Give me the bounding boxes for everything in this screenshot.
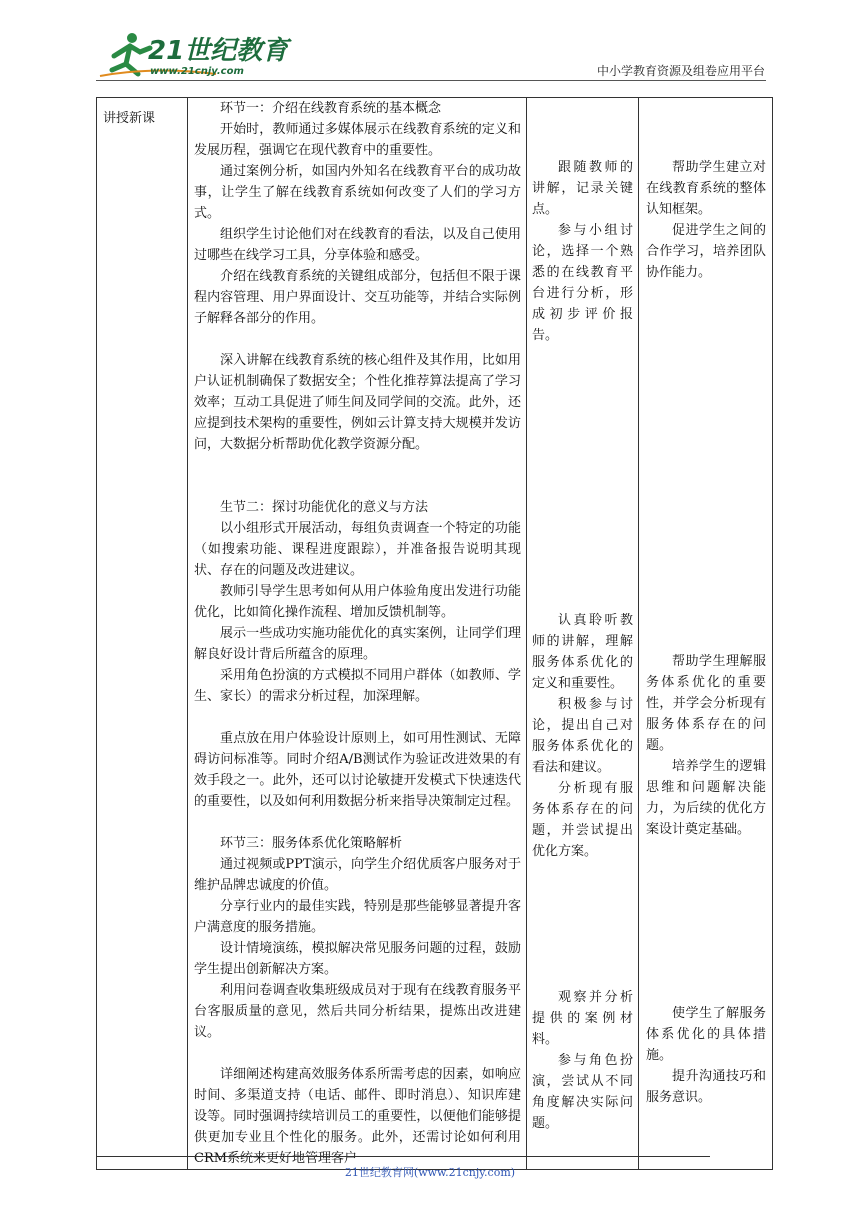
footer-divider — [96, 1156, 710, 1157]
spacer — [194, 707, 521, 728]
intent-group — [646, 157, 766, 283]
teacher-paragraph: 环节三：服务体系优化策略解析 — [220, 836, 403, 851]
teacher-paragraph: 环节一：介绍在线教育系统的基本概念 — [220, 101, 442, 116]
student-group — [532, 157, 633, 346]
teacher-paragraph: 采用角色扮演的方式模拟不同用户群体（如教师、学生、家长）的需求分析过程，加深理解。 — [194, 668, 521, 704]
student-paragraph: 分析现有服务体系存在的问题，并尝试提出优化方案。 — [532, 781, 633, 859]
page-header — [0, 0, 860, 96]
intent-paragraph: 提升沟通技巧和服务意识。 — [646, 1069, 766, 1105]
student-group — [532, 610, 633, 862]
section-label-cell — [97, 98, 188, 1170]
intent-paragraph: 培养学生的逻辑思维和问题解决能力，为后续的优化方案设计奠定基础。 — [646, 759, 766, 837]
spacer — [194, 1043, 521, 1064]
spacer — [194, 329, 521, 350]
teacher-paragraph: 展示一些成功实施功能优化的真实案例，让同学们理解良好设计背后所蕴含的原理。 — [194, 626, 521, 662]
student-paragraph: 参与小组讨论，选择一个熟悉的在线教育平台进行分析，形成初步评价报告。 — [532, 223, 633, 343]
teacher-paragraph: 分享行业内的最佳实践，特别是那些能够显著提升客户满意度的服务措施。 — [194, 899, 521, 935]
table-row — [97, 98, 773, 1170]
logo-text: 21世纪教育 — [148, 36, 289, 66]
teacher-paragraph: 设计情境演练，模拟解决常见服务问题的过程，鼓励学生提出创新解决方案。 — [194, 941, 521, 977]
teacher-paragraph: 通过视频或PPT演示，向学生介绍优质客户服务对于维护品牌忠诚度的价值。 — [194, 857, 521, 893]
footer-text: 21世纪教育网(www.21cnjy.com) — [344, 1166, 516, 1179]
teacher-paragraph: 教师引导学生思考如何从用户体验角度出发进行功能优化，比如简化操作流程、增加反馈机制等。 — [194, 584, 521, 620]
intent-paragraph: 帮助学生理解服务体系优化的重要性，并学会分析现有服务体系存在的问题。 — [646, 654, 766, 753]
teacher-paragraph: 利用问卷调查收集班级成员对于现有在线教育服务平台客服质量的意见，然后共同分析结果，提炼出改进建议。 — [194, 983, 521, 1040]
teacher-paragraph: 以小组形式开展活动，每组负责调查一个特定的功能（如搜索功能、课程进度跟踪），并准备报告说明其现状、存在的问题及改进建议。 — [194, 521, 521, 578]
student-activity-cell — [527, 98, 639, 1170]
teacher-paragraph: 详细阐述构建高效服务体系所需考虑的因素，如响应时间、多渠道支持（电话、邮件、即时消息）、知识库建设等。同时强调持续培训员工的重要性，以便他们能够提供更加专业且个性化的服务。此外，还需讨论如何利用CRM系统来更好地管理客户 — [194, 1067, 521, 1166]
spacer — [194, 455, 521, 476]
student-paragraph: 认真聆听教师的讲解，理解服务体系优化的定义和重要性。 — [532, 613, 633, 691]
teacher-paragraph: 生节二：探讨功能优化的意义与方法 — [220, 500, 429, 515]
logo-url: www.21cnjy.com — [150, 66, 244, 77]
teacher-paragraph: 重点放在用户体验设计原则上，如可用性测试、无障碍访问标准等。同时介绍A/B测试作为验证改进效果的有效手段之一。此外，还可以讨论敏捷开发模式下快速迭代的重要性，以及如何利用数据分析来指导决策制定过程。 — [194, 731, 521, 809]
student-paragraph: 参与角色扮演，尝试从不同角度解决实际问题。 — [532, 1053, 633, 1131]
teacher-activity-cell — [188, 98, 527, 1170]
spacer — [194, 476, 521, 497]
header-divider — [96, 80, 766, 81]
spacer — [194, 812, 521, 833]
teacher-paragraph: 通过案例分析，如国内外知名在线教育平台的成功故事，让学生了解在线教育系统如何改变了人们的学习方式。 — [194, 164, 521, 221]
intent-paragraph: 帮助学生建立对在线教育系统的整体认知框架。 — [646, 160, 766, 217]
design-intent-cell — [639, 98, 773, 1170]
section-label: 讲授新课 — [103, 111, 156, 126]
teacher-paragraph: 深入讲解在线教育系统的核心组件及其作用，比如用户认证机制确保了数据安全；个性化推荐算法提高了学习效率；互动工具促进了师生间及同学间的交流。此外，还应提到技术架构的重要性，例如云计算支持大规模并发访问，大数据分析帮助优化教学资源分配。 — [194, 353, 521, 452]
intent-paragraph: 促进学生之间的合作学习，培养团队协作能力。 — [646, 223, 766, 280]
teacher-activity-text — [194, 98, 521, 1169]
teacher-paragraph: 开始时，教师通过多媒体展示在线教育系统的定义和发展历程，强调它在现代教育中的重要性。 — [194, 122, 521, 158]
intent-paragraph: 使学生了解服务体系优化的具体措施。 — [646, 1006, 766, 1063]
student-group — [532, 987, 633, 1134]
student-activity-text — [532, 98, 633, 1140]
platform-title: 中小学教育资源及组卷应用平台 — [596, 64, 765, 78]
design-intent-text — [646, 98, 766, 1140]
intent-group — [646, 1003, 766, 1108]
intent-group — [646, 651, 766, 840]
student-paragraph: 跟随教师的讲解，记录关键点。 — [532, 160, 633, 217]
lesson-plan-table — [96, 97, 773, 1170]
student-paragraph: 积极参与讨论，提出自己对服务体系优化的看法和建议。 — [532, 697, 633, 775]
teacher-paragraph: 组织学生讨论他们对在线教育的看法，以及自己使用过哪些在线学习工具，分享体验和感受。 — [194, 227, 521, 263]
teacher-paragraph: 介绍在线教育系统的关键组成部分，包括但不限于课程内容管理、用户界面设计、交互功能等，并结合实际例子解释各部分的作用。 — [194, 269, 521, 326]
student-paragraph: 观察并分析提供的案例材料。 — [532, 990, 633, 1047]
